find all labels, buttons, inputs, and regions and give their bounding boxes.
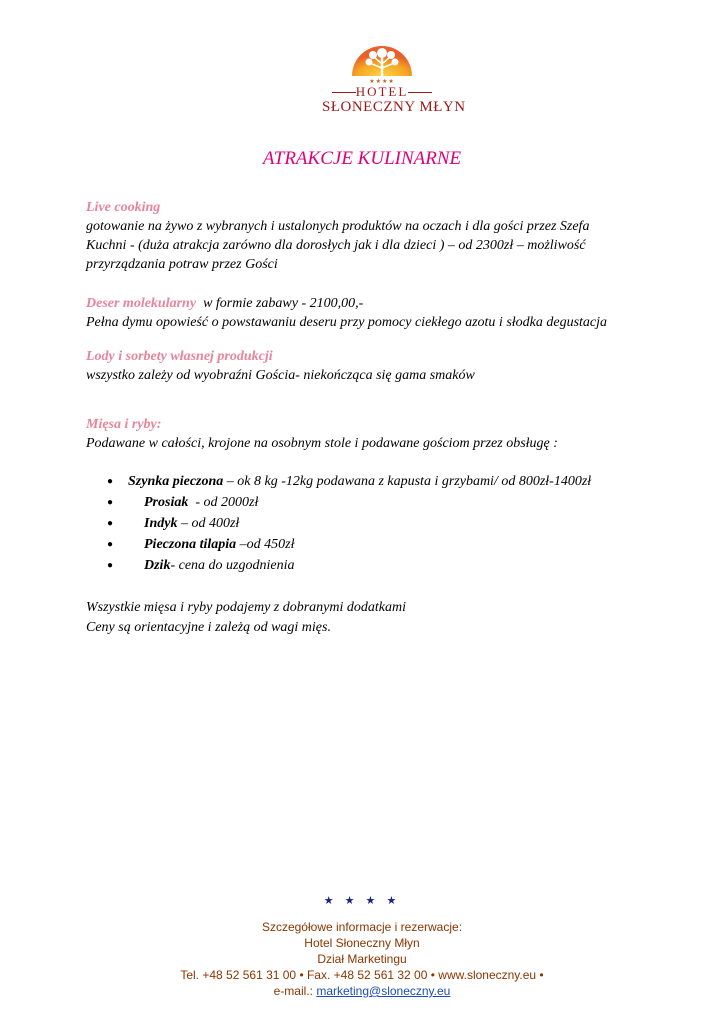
body-line: Podawane w całości, krojone na osobnym stole i podawane gościom przez obsługę : [86,436,558,451]
hotel-logo [322,40,466,122]
list-item [86,493,646,514]
section-miesa [86,415,646,453]
item-name: Dzik [144,558,171,573]
body-line: przyrządzania potraw przez Gości [86,257,278,272]
bullet-icon: ● [107,497,114,508]
footer-line: Dział Marketingu [317,952,407,966]
closing-line: Ceny są orientacyjne i zależą od wagi mięs. [86,620,331,635]
item-name: Indyk [144,516,178,531]
email-link[interactable]: marketing@sloneczny.eu [316,984,451,998]
footer-email-line [0,983,724,999]
logo-hotel-text: HOTEL [355,84,409,99]
body-line: Pełna dymu opowieść o powstawaniu deseru przy pomocy ciekłego azotu i słodka degustacja [86,315,608,330]
body-line: Kuchni - (duża atrakcja zarówno dla dorosłych jak i dla dzieci ) – od 2300zł – możliwość [86,238,586,253]
footer-stars: ★ ★ ★ ★ [323,895,401,907]
section-deser [86,294,646,332]
meat-list [86,472,646,577]
sun-tree-icon [328,40,436,80]
item-desc: – ok 8 kg -12kg podawana z kapusta i grzybami/ od 800zł-1400zł [223,474,592,489]
closing-line: Wszystkie mięsa i ryby podajemy z dobranymi dodatkami [86,600,406,615]
price-text: w formie zabawy - 2100,00,- [196,296,364,311]
footer [0,893,724,999]
list-item [86,472,646,493]
bullet-icon: ● [107,539,114,550]
item-name: Prosiak [144,495,189,510]
body-line: gotowanie na żywo z wybranych i ustalonych produktów na oczach i dla gości przez Szefa [86,219,590,234]
item-desc: – od 400zł [177,516,240,531]
section-lody [86,347,646,385]
section-heading: Mięsa i ryby: [86,417,162,432]
bullet-icon: ● [107,476,114,487]
logo-stars: ★★★★ [369,79,395,85]
email-label: e-mail.: [273,984,317,998]
section-heading: Deser molekularny [86,296,197,311]
list-item [86,535,646,556]
footer-line: Szczegółowe informacje i rezerwacje: [261,920,463,934]
item-name: Szynka pieczona [128,474,224,489]
closing-notes [86,598,646,638]
logo-name-text: SŁONECZNY MŁYN [322,99,466,115]
bullet-icon: ● [107,560,114,571]
body-line: wszystko zależy od wyobraźni Gościa- niekończąca się gama smaków [86,368,475,383]
item-name: Pieczona tilapia [144,537,237,552]
section-heading: Live cooking [86,200,161,215]
item-desc: –od 450zł [236,537,295,552]
footer-contact: Tel. +48 52 561 31 00 • Fax. +48 52 561 32 00 • www.sloneczny.eu • [180,968,544,982]
section-heading: Lody i sorbety własnej produkcji [86,349,273,364]
item-desc: - cena do uzgodnienia [170,558,295,573]
page-title: ATRAKCJE KULINARNE [262,148,462,169]
item-desc: - od 2000zł [188,495,259,510]
list-item [86,514,646,535]
footer-line: Hotel Słoneczny Młyn [304,936,420,950]
list-item [86,556,646,577]
bullet-icon: ● [107,518,114,529]
section-live-cooking [86,198,646,274]
